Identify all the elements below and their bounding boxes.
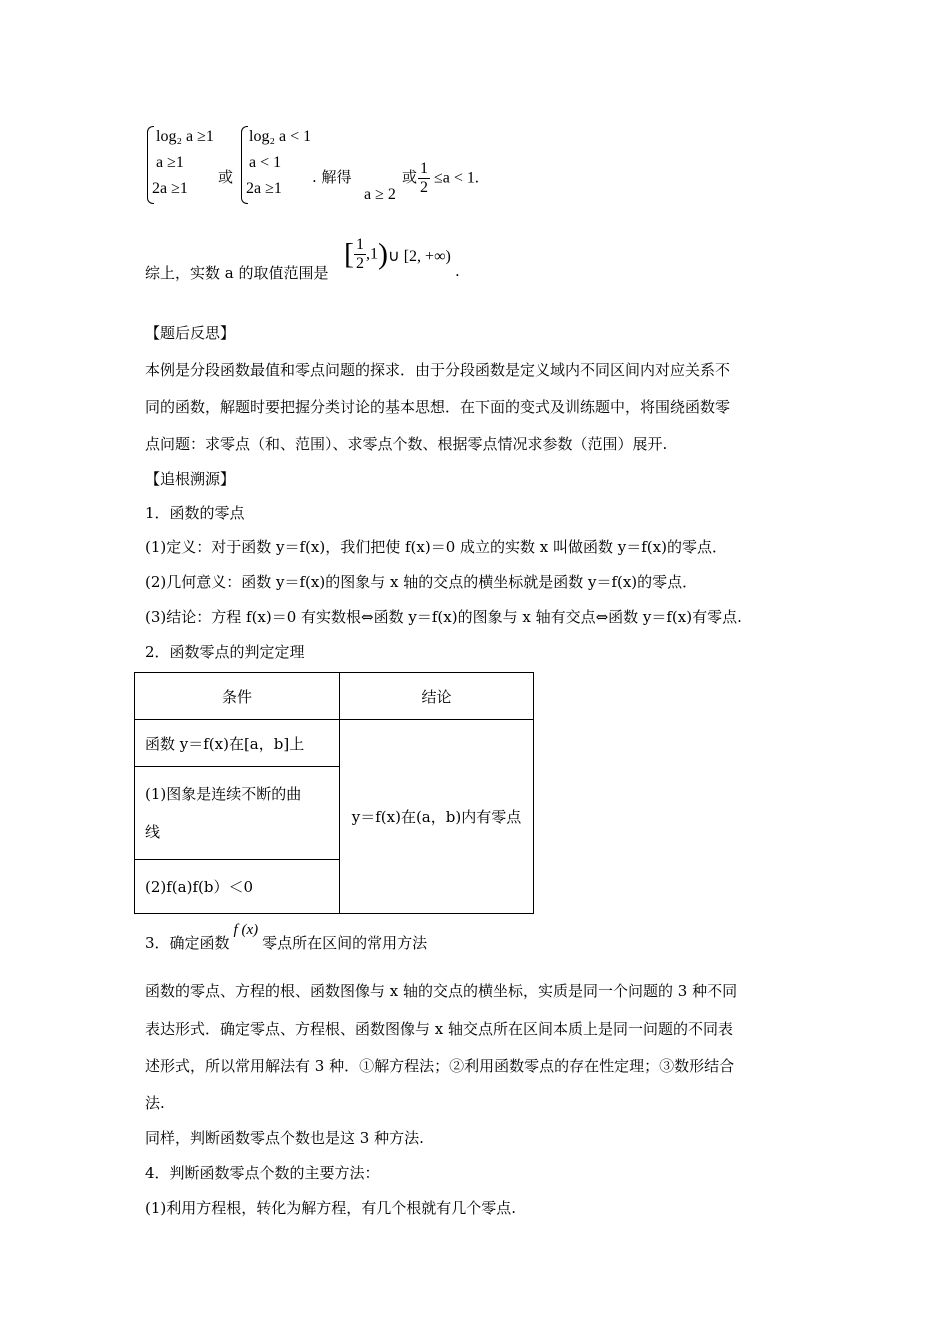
range-interval-left: [ $\frac{1}{2}$ ,1) bbox=[344, 236, 388, 272]
system-1-line-1: log₂ a ≥1 bbox=[156, 128, 214, 145]
zero-theorem-table bbox=[134, 672, 534, 914]
section-1-definition: (1)定义：对于函数 y＝f(x)，我们把使 f(x)＝0 成立的实数 x 叫做函数 y＝f(x)的零点． bbox=[145, 538, 727, 556]
reflection-heading: 【题后反思】 bbox=[145, 324, 236, 342]
reflection-line-3: 点问题：求零点（和、范围）、求零点个数、根据零点情况求参数（范围）展开. bbox=[145, 435, 668, 453]
section-4-title: 4．判断函数零点个数的主要方法： bbox=[145, 1164, 380, 1182]
reflection-line-2: 同的函数，解题时要把握分类讨论的基本思想．在下面的变式及训练题中，将围绕函数零 bbox=[145, 398, 731, 416]
table-conclusion-cell: y＝f(x)在(a，b)内有零点 bbox=[340, 720, 534, 914]
range-interval-right: ∪ [2, +∞) bbox=[388, 248, 451, 265]
section-4-item-1: (1)利用方程根，转化为解方程，有几个根就有几个零点. bbox=[145, 1199, 517, 1217]
system-1-line-2: a ≥1 bbox=[156, 154, 184, 171]
table-header-condition: 条件 bbox=[135, 673, 340, 720]
section-3-title: 3．确定函数f (x)零点所在区间的常用方法 bbox=[145, 922, 428, 952]
reflection-line-1: 本例是分段函数最值和零点问题的探求．由于分段函数是定义域内不同区间内对应关系不 bbox=[145, 361, 731, 379]
table-row-continuous: (1)图象是连续不断的曲 线 bbox=[135, 767, 340, 860]
or-text-1: 或 bbox=[218, 168, 234, 186]
section-2-title: 2．函数零点的判定定理 bbox=[145, 643, 305, 661]
solution-1: a ≥ 2 bbox=[364, 186, 396, 203]
table-row-function: 函数 y＝f(x)在[a，b]上 bbox=[135, 720, 340, 767]
section-1-geometric-meaning: (2)几何意义：函数 y＝f(x)的图象与 x 轴的交点的横坐标就是函数 y＝f(x)的零点． bbox=[145, 573, 698, 591]
system-2-line-3: 2a ≥1 bbox=[246, 180, 282, 197]
system-2-line-1: log₂ a < 1 bbox=[249, 128, 312, 145]
or-text-2: 或 bbox=[402, 168, 418, 186]
section-3-line-2: 表达形式．确定零点、方程根、函数图像与 x 轴交点所在区间本质上是同一问题的不同表 bbox=[145, 1020, 733, 1038]
section-1-title: 1．函数的零点 bbox=[145, 504, 245, 522]
system-2-line-2: a < 1 bbox=[249, 154, 282, 171]
summary-period: . bbox=[455, 262, 460, 280]
source-heading: 【追根溯源】 bbox=[145, 470, 236, 488]
table-header-conclusion: 结论 bbox=[340, 673, 534, 720]
section-3-line-4: 法. bbox=[145, 1094, 165, 1112]
section-3-line-1: 函数的零点、方程的根、函数图像与 x 轴的交点的横坐标，实质是同一个问题的 3 种不同 bbox=[145, 982, 738, 1000]
section-3-line-3: 述形式，所以常用解法有 3 种．①解方程法；②利用函数零点的存在性定理；③数形结合 bbox=[145, 1057, 735, 1075]
section-3-same-methods: 同样，判断函数零点个数也是这 3 种方法. bbox=[145, 1129, 424, 1147]
solution-2: $\frac{1}{2}$ ≤a < 1. bbox=[420, 160, 479, 196]
solve-text: . 解得 bbox=[312, 168, 352, 186]
system-1-line-3: 2a ≥1 bbox=[152, 180, 188, 197]
table-row-sign-change: (2)f(a)f(b）＜0 bbox=[135, 860, 340, 914]
section-1-conclusion: (3)结论：方程 f(x)＝0 有实数根⇔函数 y＝f(x)的图象与 x 轴有交点⇔函数 y＝f(x)有零点. bbox=[145, 608, 742, 626]
summary-prefix: 综上，实数 a 的取值范围是 bbox=[145, 264, 329, 282]
